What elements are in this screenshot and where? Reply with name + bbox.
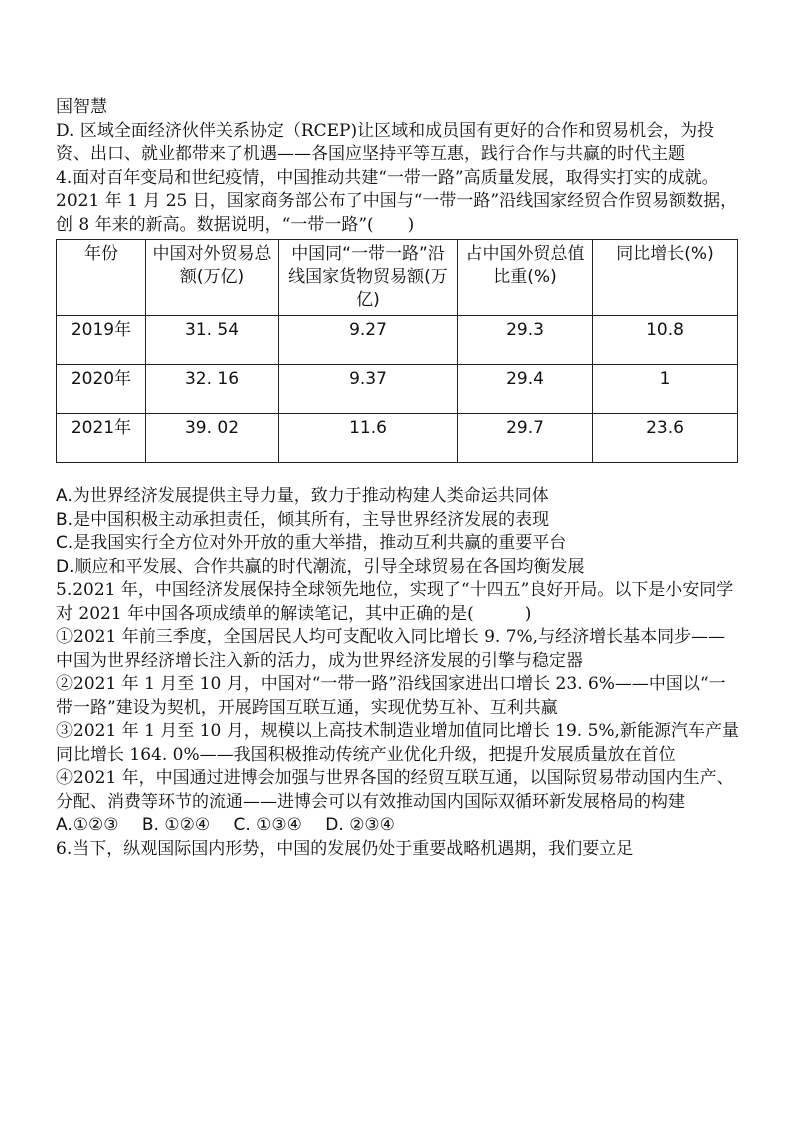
q5-choice-b: B. ①②④ — [141, 815, 211, 835]
header-share: 占中国外贸总值比重(%) — [458, 240, 593, 316]
table-row — [57, 316, 738, 365]
q5-choice-c: C. ①③④ — [233, 815, 302, 835]
q4-option-a: A.为世界经济发展提供主导力量，致力于推动构建人类命运共同体 — [56, 486, 549, 506]
q4-option-c: C.是我国实行全方位对外开放的重大举措，推动互利共赢的重要平台 — [56, 533, 567, 553]
q5-choice-a: A.①②③ — [56, 815, 119, 835]
q4-stem: 4.面对百年变局和世纪疫情，中国推动共建“一带一路”高质量发展，取得实打实的成就。2021 年 1 月 25 日，国家商务部公布了中国与“一带一路”沿线国家经贸合作贸易额数据，创 8 年来的新高。数据说明，“一带一路”( ) — [56, 167, 738, 235]
cell-growth: 23.6 — [593, 414, 738, 463]
cell-growth: 1 — [593, 365, 738, 414]
q6-stem: 6.当下，纵观国际国内形势，中国的发展仍处于重要战略机遇期，我们要立足 — [56, 838, 634, 859]
q4-option-b: B.是中国积极主动承担责任，倾其所有，主导世界经济发展的表现 — [56, 509, 550, 530]
document-page — [56, 96, 742, 861]
cell-growth: 10.8 — [593, 316, 738, 365]
header-belt-road-trade: 中国同“一带一路”沿线国家货物贸易额(万亿) — [279, 240, 458, 316]
cell-year: 2019年 — [57, 316, 146, 365]
q5-item-3: ③2021 年 1 月至 10 月，规模以上高技术制造业增加值同比增长 19. 5%,新能源汽车产量同比增长 164. 0%——我国积极推动传统产业优化升级，把提升发展质量放在首位 — [56, 721, 739, 765]
cell-total-trade: 31. 54 — [146, 316, 279, 365]
q3-tail-text: 国智慧 — [56, 97, 107, 117]
q5-item-4: ④2021 年，中国通过进博会加强与世界各国的经贸互联互通，以国际贸易带动国内生产、分配、消费等环节的流通——进博会可以有效推动国内国际双循环新发展格局的构建 — [56, 768, 734, 812]
q5-item-1: ①2021 年前三季度，全国居民人均可支配收入同比增长 9. 7%,与经济增长基本同步——中国为世界经济增长注入新的活力，成为世界经济发展的引擎与稳定器 — [56, 627, 726, 671]
trade-data-table — [56, 239, 738, 463]
q5-item-2: ②2021 年 1 月至 10 月，中国对“一带一路”沿线国家进出口增长 23. 6%——中国以“一带一路”建设为契机，开展跨国互联互通，实现优势互补、互利共赢 — [56, 674, 726, 718]
table-header-row — [57, 240, 738, 316]
q4-option-d: D.顺应和平发展、合作共赢的时代潮流，引导全球贸易在各国均衡发展 — [56, 556, 585, 577]
q3-option-d: D. 区域全面经济伙伴关系协定（RCEP)让区域和成员国有更好的合作和贸易机会，为投资、出口、就业都带来了机遇——各国应坚持平等互惠，践行合作与共赢的时代主题 — [56, 120, 715, 164]
cell-belt-road-trade: 11.6 — [279, 414, 458, 463]
table-row — [57, 414, 738, 463]
cell-belt-road-trade: 9.37 — [279, 365, 458, 414]
cell-year: 2021年 — [57, 414, 146, 463]
cell-share: 29.4 — [458, 365, 593, 414]
q5-stem: 5.2021 年，中国经济发展保持全球领先地位，实现了“十四五”良好开局。以下是小安同学对 2021 年中国各项成绩单的解读笔记，其中正确的是( ) — [56, 580, 734, 624]
cell-total-trade: 32. 16 — [146, 365, 279, 414]
header-total-trade: 中国对外贸易总额(万亿) — [146, 240, 279, 316]
cell-total-trade: 39. 02 — [146, 414, 279, 463]
cell-share: 29.3 — [458, 316, 593, 365]
table-row — [57, 365, 738, 414]
q5-choice-d: D. ②③④ — [325, 815, 395, 835]
cell-year: 2020年 — [57, 365, 146, 414]
header-growth: 同比增长(%) — [593, 240, 738, 316]
q5-choices — [56, 814, 742, 838]
cell-share: 29.7 — [458, 414, 593, 463]
cell-belt-road-trade: 9.27 — [279, 316, 458, 365]
header-year: 年份 — [57, 240, 146, 316]
